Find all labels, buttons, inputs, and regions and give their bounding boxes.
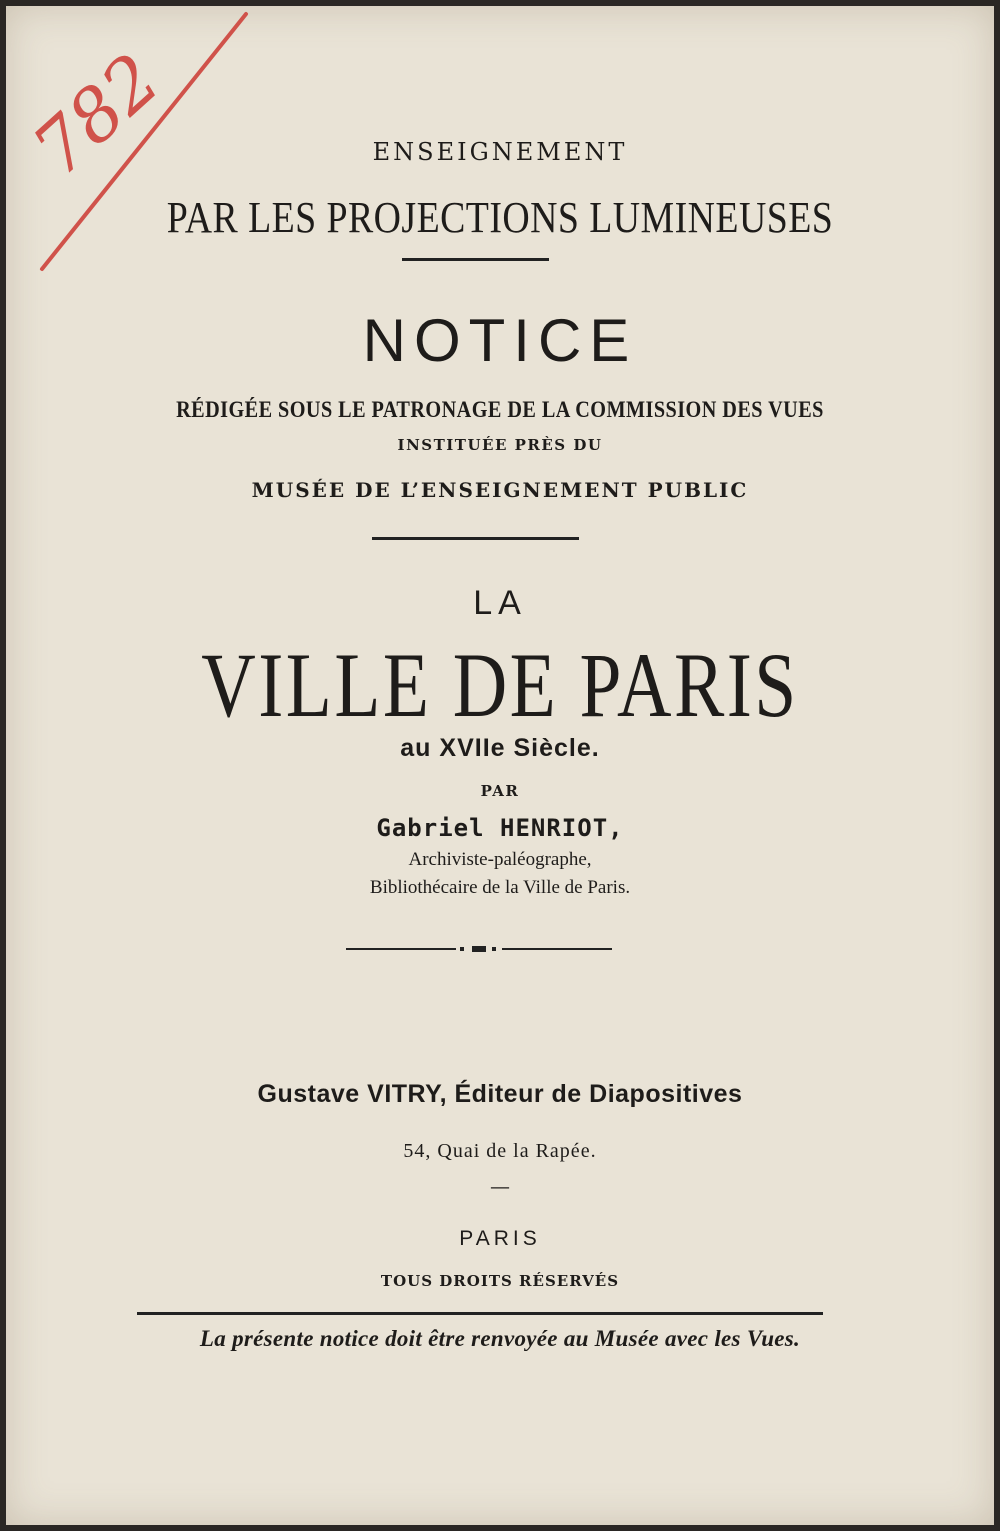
museum-line: MUSÉE DE L’ENSEIGNEMENT PUBLIC	[251, 478, 749, 502]
ornament-divider	[346, 946, 612, 952]
short-dash: —	[490, 1174, 510, 1198]
divider-rule	[372, 537, 579, 540]
subtitle: au XVIIe Siècle.	[400, 734, 600, 762]
patronage-line: RÉDIGÉE SOUS LE PATRONAGE DE LA COMMISSION DES VUES	[176, 397, 824, 422]
instituted-line: INSTITUÉE PRÈS DU	[397, 436, 603, 454]
divider-rule	[402, 258, 549, 261]
return-notice: La présente notice doit être renvoyée au Musée avec les Vues.	[199, 1326, 801, 1351]
main-title: VILLE DE PARIS	[201, 634, 799, 736]
publisher-name: Gustave VITRY, Éditeur de Diapositives	[257, 1080, 743, 1108]
title-article: LA	[473, 584, 527, 622]
footer-rule	[137, 1312, 823, 1315]
author-role: Archiviste-paléographe,	[408, 849, 592, 870]
series-heading: ENSEIGNEMENT	[372, 138, 628, 166]
publisher-address: 54, Quai de la Rapée.	[403, 1140, 597, 1162]
rights-notice: TOUS DROITS RÉSERVÉS	[380, 1272, 620, 1290]
notice-title: NOTICE	[362, 307, 638, 374]
catalog-number-text: 782	[17, 37, 176, 192]
series-title: PAR LES PROJECTIONS LUMINEUSES	[166, 193, 834, 242]
author-name: Gabriel HENRIOT,	[376, 814, 624, 842]
document-page	[6, 6, 994, 1525]
by-label: PAR	[480, 782, 520, 800]
author-position: Bibliothécaire de la Ville de Paris.	[369, 877, 631, 898]
city: PARIS	[459, 1227, 541, 1250]
